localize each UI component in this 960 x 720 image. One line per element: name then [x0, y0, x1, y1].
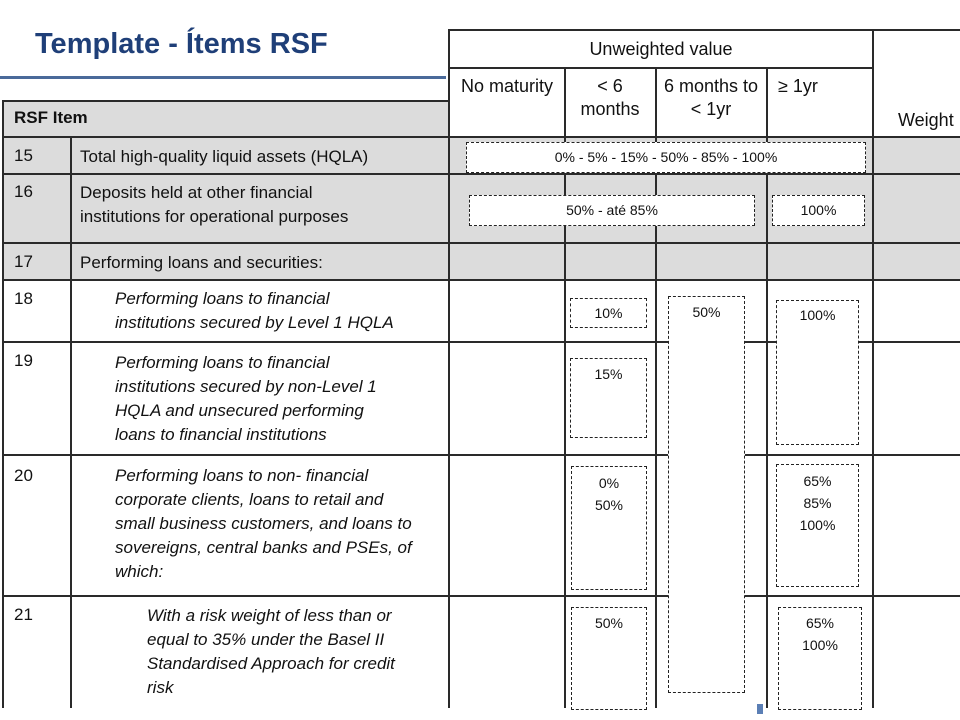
factor-deposits-long: 100%: [772, 195, 865, 226]
row-num-18: 18: [14, 289, 33, 308]
row-label-17: Performing loans and securities:: [80, 253, 323, 272]
row-label-21: With a risk weight of less than or equal to 35% under the Basel II Standardised Approach for credit risk: [147, 606, 395, 697]
factor-deposits-short: 50% - até 85%: [469, 195, 755, 226]
factor-r21-long: 65% 100%: [778, 607, 862, 710]
col-no-maturity: No maturity: [460, 76, 554, 96]
col-6-months-1yr: 6 months to < 1yr: [663, 76, 759, 119]
page-marker: [757, 704, 763, 714]
row-line: [2, 173, 960, 175]
row-num-19: 19: [14, 351, 33, 370]
factor-6-12-months: 50%: [668, 296, 745, 693]
row-line: [2, 454, 960, 456]
col-lt-6-months: < 6 months: [580, 76, 640, 119]
unweighted-value-header: Unweighted value: [589, 39, 733, 59]
table-top-line: [2, 100, 448, 102]
factor-r20-short: 0% 50%: [571, 466, 647, 590]
factor-r20-long: 65% 85% 100%: [776, 464, 859, 587]
table-left-edge: [2, 100, 4, 708]
row-num-17: 17: [14, 252, 33, 271]
factor-hqla: 0% - 5% - 15% - 50% - 85% - 100%: [466, 142, 866, 173]
row-label-15: Total high-quality liquid assets (HQLA): [80, 147, 369, 166]
label-col-line: [448, 137, 450, 708]
col-line-weight: [872, 29, 874, 708]
row-num-20: 20: [14, 466, 33, 485]
row-line: [2, 242, 960, 244]
unweighted-divider: [448, 67, 874, 69]
col-weight: Weight: [898, 110, 954, 130]
row-label-19: Performing loans to financial institutions secured by non-Level 1 HQLA and unsecured performing loans to financial institutions: [115, 353, 377, 444]
row-label-20: Performing loans to non- financial corporate clients, loans to retail and small business customers, and loans to sovereigns, central banks and PSEs, of which:: [115, 466, 412, 581]
row-label-18: Performing loans to financial institutions secured by Level 1 HQLA: [115, 289, 394, 332]
rsf-item-header: RSF Item: [14, 108, 88, 127]
row-num-16: 16: [14, 182, 33, 201]
factor-r19-short: 15%: [570, 358, 647, 438]
factor-r18-short: 10%: [570, 298, 647, 328]
header-top-line: [448, 29, 960, 31]
row-line: [2, 279, 960, 281]
row-line: [2, 136, 960, 138]
row-num-21: 21: [14, 605, 33, 624]
title-underline: [0, 76, 446, 79]
row-num-15: 15: [14, 146, 33, 165]
row-label-16: Deposits held at other financial institutions for operational purposes: [80, 183, 349, 226]
page-title: Template - Ítems RSF: [35, 28, 328, 60]
factor-r21-short: 50%: [571, 607, 647, 710]
row-line: [2, 595, 960, 597]
num-col-line: [70, 137, 72, 708]
col-ge-1yr: ≥ 1yr: [778, 76, 818, 96]
factor-r18-19-long: 100%: [776, 300, 859, 445]
